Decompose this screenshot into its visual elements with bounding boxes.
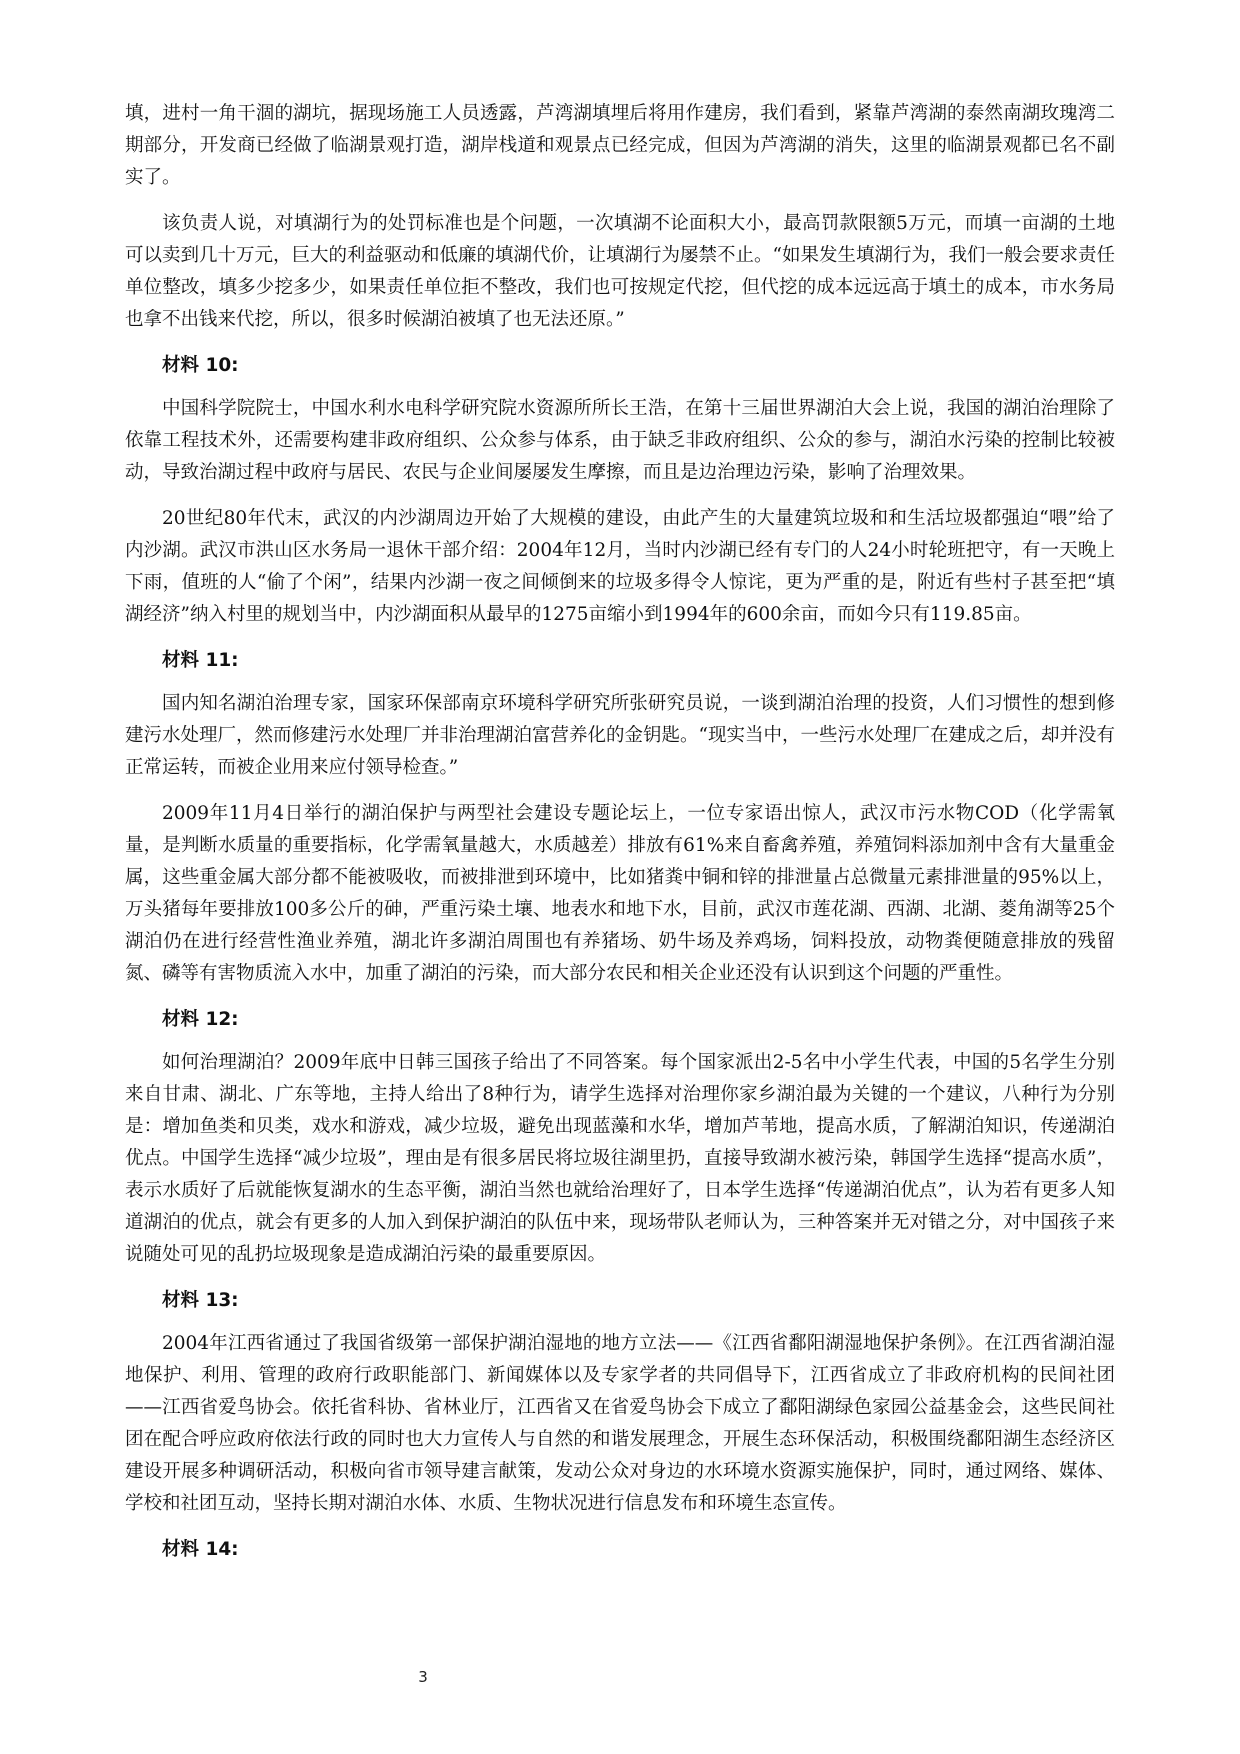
section-heading-13: 材料 13: xyxy=(162,1290,239,1311)
section-heading-14: 材料 14: xyxy=(162,1539,239,1560)
page-number: 3 xyxy=(418,1668,428,1686)
paragraph: 中国科学院院士，中国水利水电科学研究院水资源所所长王浩，在第十三届世界湖泊大会上说，我国的湖泊治理除了依靠工程技术外，还需要构建非政府组织、公众参与体系，由于缺乏非政府组织、公众的参与，湖泊水污染的控制比较被动，导致治湖过程中政府与居民、农民与企业间屡屡发生摩擦，而且是边治理边污染，影响了治理效果。 xyxy=(125,398,1115,483)
paragraph: 20世纪80年代末，武汉的内沙湖周边开始了大规模的建设，由此产生的大量建筑垃圾和和生活垃圾都强迫“喂”给了内沙湖。武汉市洪山区水务局一退休干部介绍：2004年12月，当时内沙湖已经有专门的人24小时轮班把守，有一天晚上下雨，值班的人“偷了个闲”，结果内沙湖一夜之间倾倒来的垃圾多得令人惊诧，更为严重的是，附近有些村子甚至把“填湖经济”纳入村里的规划当中，内沙湖面积从最早的1275亩缩小到1994年的600余亩，而如今只有119.85亩。 xyxy=(125,508,1115,625)
paragraph: 国内知名湖泊治理专家，国家环保部南京环境科学研究所张研究员说，一谈到湖泊治理的投资，人们习惯性的想到修建污水处理厂，然而修建污水处理厂并非治理湖泊富营养化的金钥匙。“现实当中，一些污水处理厂在建成之后，却并没有正常运转，而被企业用来应付领导检查。” xyxy=(125,693,1115,778)
document-page xyxy=(125,98,1115,1577)
section-heading-11: 材料 11: xyxy=(162,650,239,671)
paragraph: 2004年江西省通过了我国省级第一部保护湖泊湿地的地方立法——《江西省鄱阳湖湿地保护条例》。在江西省湖泊湿地保护、利用、管理的政府行政职能部门、新闻媒体以及专家学者的共同倡导下，江西省成立了非政府机构的民间社团——江西省爱鸟协会。依托省科协、省林业厅，江西省又在省爱鸟协会下成立了鄱阳湖绿色家园公益基金会，这些民间社团在配合呼应政府依法行政的同时也大力宣传人与自然的和谐发展理念，开展生态环保活动，积极围绕鄱阳湖生态经济区建设开展多种调研活动，积极向省市领导建言献策，发动公众对身边的水环境水资源实施保护，同时，通过网络、媒体、学校和社团互动，坚持长期对湖泊水体、水质、生物状况进行信息发布和环境生态宣传。 xyxy=(125,1333,1115,1514)
paragraph: 该负责人说，对填湖行为的处罚标准也是个问题，一次填湖不论面积大小，最高罚款限额5万元，而填一亩湖的土地可以卖到几十万元，巨大的利益驱动和低廉的填湖代价，让填湖行为屡禁不止。“如果发生填湖行为，我们一般会要求责任单位整改，填多少挖多少，如果责任单位拒不整改，我们也可按规定代挖，但代挖的成本远远高于填土的成本，市水务局也拿不出钱来代挖，所以，很多时候湖泊被填了也无法还原。” xyxy=(125,213,1115,330)
paragraph: 2009年11月4日举行的湖泊保护与两型社会建设专题论坛上，一位专家语出惊人，武汉市污水物COD（化学需氧量，是判断水质量的重要指标，化学需氧量越大，水质越差）排放有61%来自畜禽养殖，养殖饲料添加剂中含有大量重金属，这些重金属大部分都不能被吸收，而被排泄到环境中，比如猪粪中铜和锌的排泄量占总微量元素排泄量的95%以上，万头猪每年要排放100多公斤的砷，严重污染土壤、地表水和地下水，目前，武汉市莲花湖、西湖、北湖、菱角湖等25个湖泊仍在进行经营性渔业养殖，湖北许多湖泊周围也有养猪场、奶牛场及养鸡场，饲料投放，动物粪便随意排放的残留氮、磷等有害物质流入水中，加重了湖泊的污染，而大部分农民和相关企业还没有认识到这个问题的严重性。 xyxy=(125,803,1115,984)
paragraph: 填，进村一角干涸的湖坑，据现场施工人员透露，芦湾湖填埋后将用作建房，我们看到，紧靠芦湾湖的泰然南湖玫瑰湾二期部分，开发商已经做了临湖景观打造，湖岸栈道和观景点已经完成，但因为芦湾湖的消失，这里的临湖景观都已名不副实了。 xyxy=(125,103,1115,188)
paragraph: 如何治理湖泊？2009年底中日韩三国孩子给出了不同答案。每个国家派出2-5名中小学生代表，中国的5名学生分别来自甘肃、湖北、广东等地，主持人给出了8种行为，请学生选择对治理你家乡湖泊最为关键的一个建议，八种行为分别是：增加鱼类和贝类，戏水和游戏，减少垃圾，避免出现蓝藻和水华，增加芦苇地，提高水质，了解湖泊知识，传递湖泊优点。中国学生选择“减少垃圾”，理由是有很多居民将垃圾往湖里扔，直接导致湖水被污染，韩国学生选择“提高水质”，表示水质好了后就能恢复湖水的生态平衡，湖泊当然也就给治理好了，日本学生选择“传递湖泊优点”，认为若有更多人知道湖泊的优点，就会有更多的人加入到保护湖泊的队伍中来，现场带队老师认为，三种答案并无对错之分，对中国孩子来说随处可见的乱扔垃圾现象是造成湖泊污染的最重要原因。 xyxy=(125,1052,1115,1265)
section-heading-12: 材料 12: xyxy=(162,1009,239,1030)
section-heading-10: 材料 10: xyxy=(162,355,239,376)
